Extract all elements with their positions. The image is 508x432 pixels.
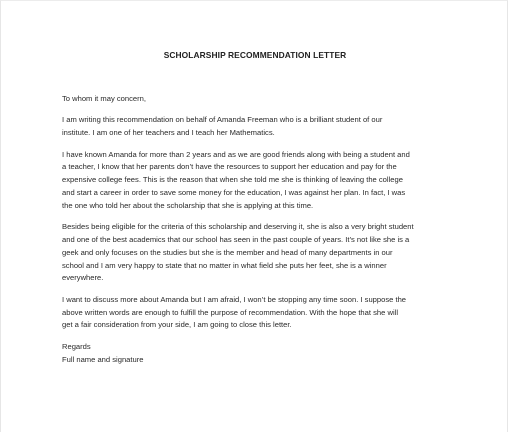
salutation-line: To whom it may concern, [62, 94, 146, 103]
signature-line: Full name and signature [62, 354, 144, 364]
paragraph-3 [62, 221, 452, 285]
paragraph-4 [62, 294, 452, 332]
paragraph-2 [62, 149, 452, 213]
closing: Regards [62, 341, 91, 351]
paragraph-line: everywhere. [62, 273, 104, 283]
document-title: SCHOLARSHIP RECOMMENDATION LETTER [163, 50, 347, 60]
paragraph-line: and one of the best academics that our school has seen in the past couple of years. It’s not like she is a [62, 234, 410, 244]
salutation [62, 93, 452, 106]
paragraph-line: school and I am very happy to state that no matter in what field she puts her feet, she is a winner [62, 260, 387, 270]
paragraph-line: expensive college fees. This is the reason that when she told me she is thinking of leaving the college [62, 175, 403, 185]
paragraph-line: above written words are enough to fulfill the purpose of recommendation. With the hope that she will [62, 307, 399, 317]
paragraph-line: I want to discuss more about Amanda but I am afraid, I won’t be stopping any time soon. I suppose the [62, 294, 407, 304]
paragraph-line: the one who told her about the scholarship that she is applying at this time. [62, 200, 314, 210]
paragraph-line: get a fair consideration from your side, I am going to close this letter. [62, 320, 292, 330]
paragraph-line: institute. I am one of her teachers and I teach her Mathematics. [62, 128, 275, 138]
paragraph-1 [62, 114, 452, 140]
paragraph-line: and start a career in order to save some money for the education, I was against her plan. In fact, I was [62, 187, 406, 197]
paragraph-line: geek and only focuses on the studies but she is the member and head of many departments in our [62, 247, 393, 257]
closing-block [62, 341, 452, 367]
paragraph-line: I have known Amanda for more than 2 years and as we are good friends along with being a student and [62, 149, 410, 159]
paragraph-line: Besides being eligible for the criteria of this scholarship and deserving it, she is also a very bright student [62, 222, 414, 232]
paragraph-line: a teacher, I know that her parents don’t have the resources to support her education and pay for the [62, 162, 397, 172]
letter-body [62, 93, 452, 375]
paragraph-line: I am writing this recommendation on behalf of Amanda Freeman who is a brilliant student of our [62, 115, 383, 125]
